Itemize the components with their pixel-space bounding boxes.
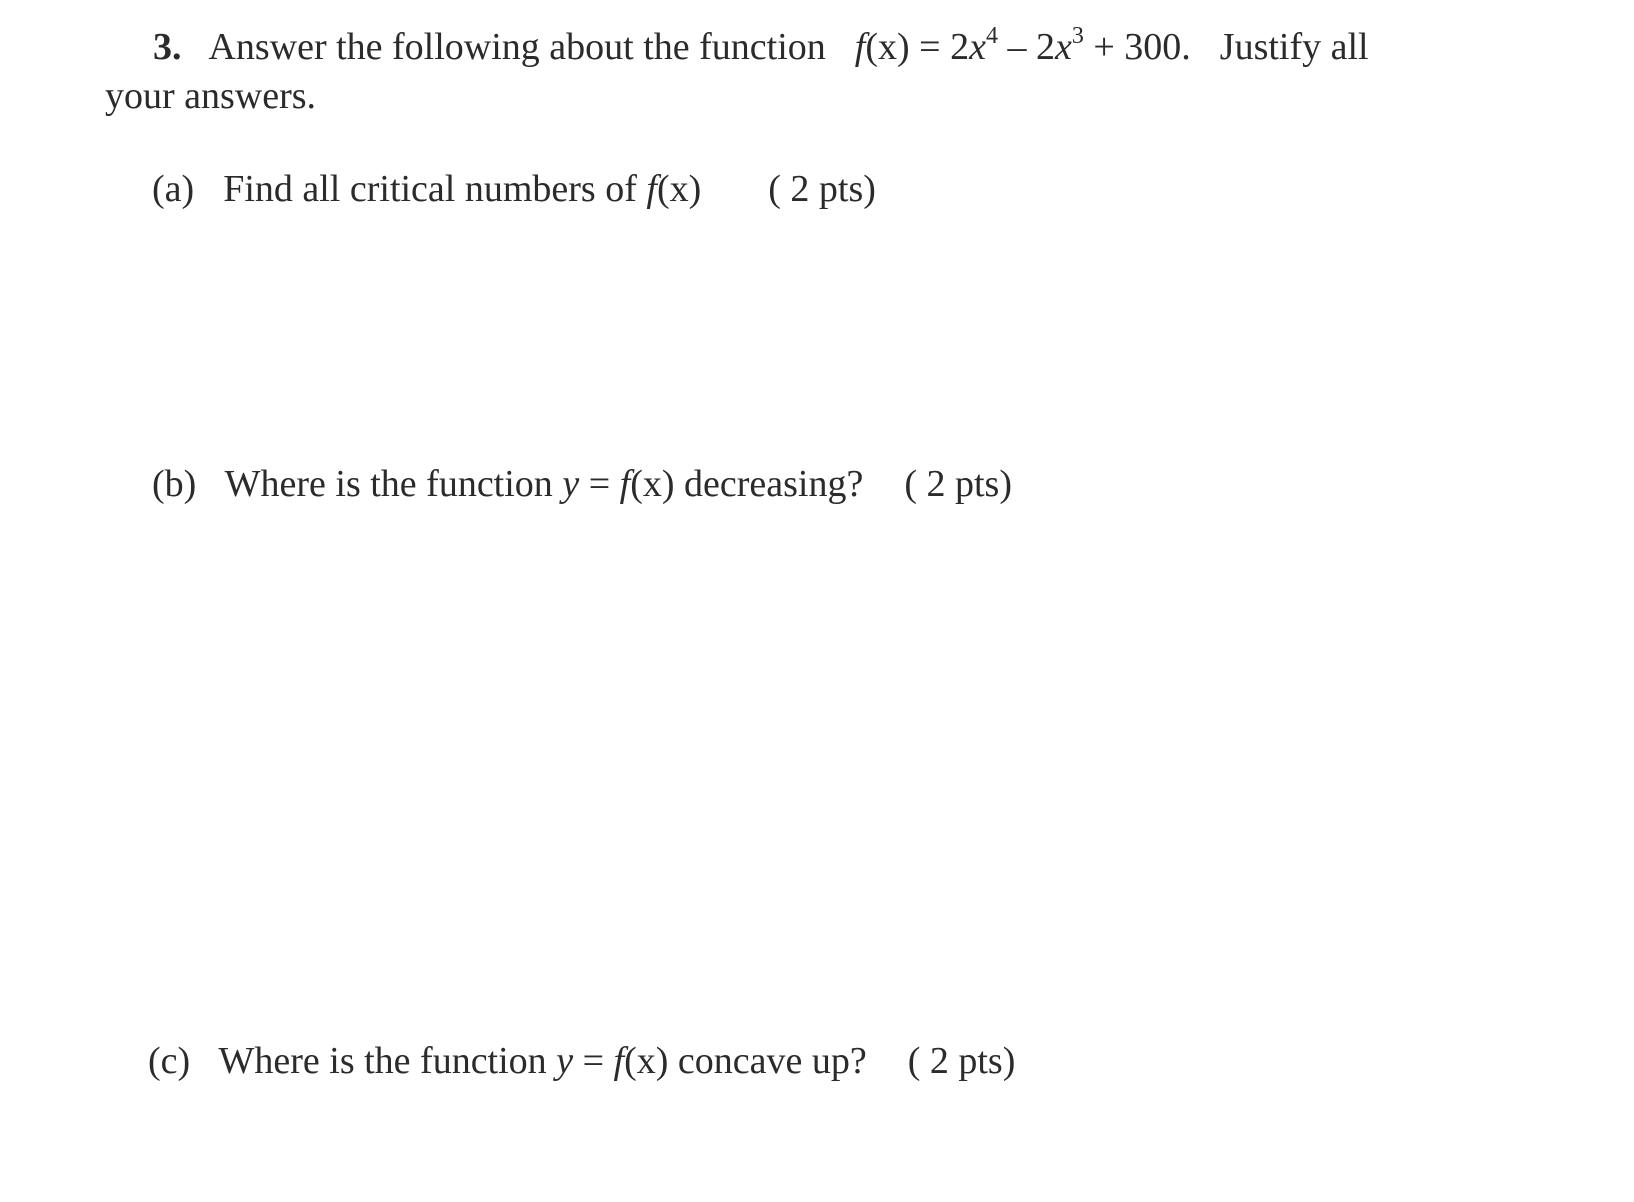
function-expression: $f(x) = 2x^4 - 2x^3 + 300$. — [854, 23, 1191, 68]
part-c-question: (c) Where is the function y = f(x) concave up? ( 2 pts) — [148, 1040, 1016, 1082]
part-a-points: ( 2 pts) — [768, 168, 876, 210]
problem-statement-line-1 — [153, 23, 1369, 68]
problem-statement-line-2: your answers. — [105, 75, 317, 117]
part-b-text: Where is the function — [224, 463, 553, 505]
part-c-text: Where is the function — [218, 1040, 547, 1082]
part-a-text: Find all critical numbers of — [223, 168, 637, 210]
part-a-question: (a) Find all critical numbers of f(x) ( 2 pts) — [152, 168, 876, 210]
problem-number: 3. — [153, 26, 182, 68]
problem-intro-text: Answer the following about the function — [208, 26, 826, 68]
part-b-label: (b) — [152, 463, 197, 505]
justify-text: Justify all — [1219, 26, 1369, 68]
part-c-label: (c) — [148, 1040, 191, 1082]
part-b-points: ( 2 pts) — [904, 463, 1012, 505]
part-a-label: (a) — [152, 168, 195, 210]
part-c-points: ( 2 pts) — [907, 1040, 1016, 1082]
part-b-question: (b) Where is the function y = f(x) decreasing? ( 2 pts) — [152, 463, 1012, 505]
